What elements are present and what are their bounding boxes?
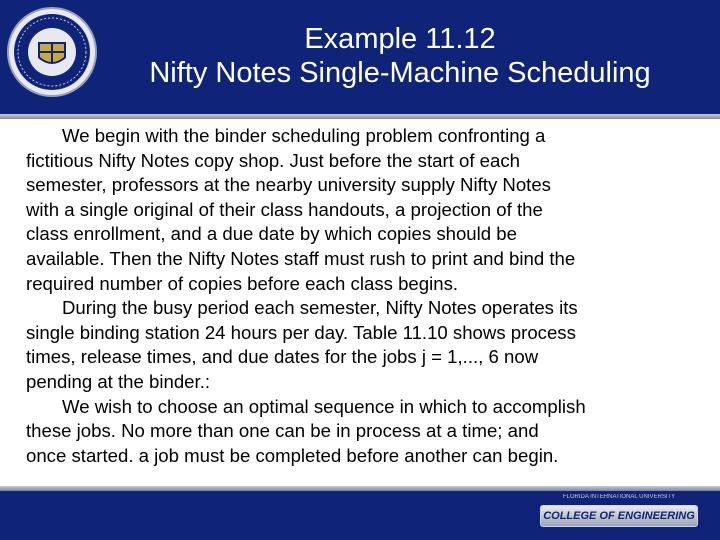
title-line-2: Nifty Notes Single-Machine Scheduling [149, 57, 651, 89]
body-line: with a single original of their class handouts, a projection of the [26, 198, 543, 220]
body-line: fictitious Nifty Notes copy shop. Just before the start of each [26, 149, 521, 171]
title-line-1: Example 11.12 [304, 23, 496, 55]
body-line: required number of copies before each class begins. [26, 272, 459, 294]
body-line: During the busy period each semester, Nifty Notes operates its [62, 297, 578, 319]
body-line: We begin with the binder scheduling problem confronting a [62, 125, 546, 146]
university-seal-icon [6, 6, 98, 98]
body-line: We wish to choose an optimal sequence in which to accomplish [62, 395, 586, 417]
slide-body [26, 124, 706, 468]
body-line: once started. a job must be completed before another can begin. [26, 444, 559, 466]
footer-university-label: FLORIDA INTERNATIONAL UNIVERSITY [562, 494, 676, 500]
slide-title [100, 22, 700, 90]
body-line: single binding station 24 hours per day. Table 11.10 shows process [26, 321, 576, 343]
header-divider [0, 114, 720, 119]
body-line: semester, professors at the nearby university supply Nifty Notes [26, 174, 551, 196]
footer-college-label: COLLEGE OF ENGINEERING [543, 510, 695, 522]
body-line: times, release times, and due dates for the jobs j = 1,..., 6 now [26, 346, 539, 368]
body-line: these jobs. No more than one can be in process at a time; and [26, 420, 539, 442]
body-line: available. Then the Nifty Notes staff must rush to print and bind the [26, 247, 576, 269]
body-line: pending at the binder.: [26, 370, 211, 392]
body-line: class enrollment, and a due date by which copies should be [26, 223, 517, 245]
